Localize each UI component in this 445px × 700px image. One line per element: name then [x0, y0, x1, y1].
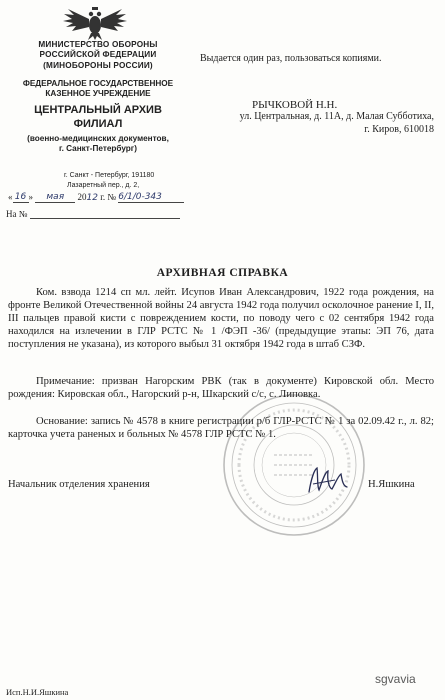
- recipient-address-line: ул. Центральная, д. 11А, д. Малая Субботиха,: [239, 111, 434, 122]
- paragraph-text: Основание: запись № 4578 в книге регистрации р/б ГЛР-РСТС № 1 за 02.09.42 г., л. 82; карточка учета раненых и больных № 4578 ГЛР РСТС № 1.: [8, 416, 434, 440]
- executor-note: Исп.Н.И.Яшкина: [6, 687, 69, 697]
- header-line: МИНИСТЕРСТВО ОБОРОНЫ: [38, 40, 158, 49]
- recipient-address-line: г. Киров, 610018: [364, 123, 434, 135]
- signatory-position: Начальник отделения хранения: [8, 479, 150, 490]
- header-line: РОССИЙСКОЙ ФЕДЕРАЦИИ: [39, 50, 157, 60]
- signatory-name: Н.Яшкина: [368, 479, 415, 490]
- paragraph-text: Ком. взвода 1214 сп мл. лейт. Исупов Иван Александрович, 1922 года рождения, на фронте Великой Отечественной войны 24 августа 1942 года получил осколочное ранение I, II, III пальцев правой кисти с повреждением кости, по поводу чего с 02 сентября 1942 года находился на излечении в ГЛР РСТС № 1 /ФЭП -36/ (предыдущие этапы: ЭП 76, дата поступления не указана), из которого выбыл 31 октября 1942 года в штаб СЗФ.: [8, 287, 434, 350]
- reply-to-label: На №: [6, 209, 28, 219]
- coat-of-arms-emblem: [60, 5, 130, 41]
- header-line: (МИНОБОРОНЫ РОССИИ): [43, 60, 153, 70]
- number-prefix: г. №: [100, 192, 116, 202]
- branch-specialization: [0, 134, 196, 155]
- recipient-name: РЫЧКОВОЙ Н.Н.: [252, 99, 338, 111]
- date-and-number-line: [8, 192, 184, 203]
- date-day: 16: [13, 192, 29, 203]
- recipient-address: [176, 111, 434, 137]
- header-line: КАЗЕННОЕ УЧРЕЖДЕНИЕ: [45, 89, 151, 99]
- issued-once-note: Выдается один раз, пользоваться копиями.: [200, 53, 382, 64]
- date-year-prefix: 20: [77, 192, 87, 202]
- reply-to-line: [6, 209, 180, 219]
- document-title: АРХИВНАЯ СПРАВКА: [156, 267, 289, 279]
- institution-header: [0, 79, 196, 100]
- ministry-header: [0, 40, 196, 71]
- watermark-text: sgvavia: [375, 672, 416, 686]
- note-paragraph: [8, 376, 434, 402]
- header-line: ФИЛИАЛ: [73, 117, 123, 130]
- date-quote-open: «: [8, 192, 13, 202]
- sender-address-line: Лазаретный пер., д. 2,: [67, 182, 140, 189]
- document-number: 6/1/0-343: [118, 192, 184, 203]
- archive-name: [0, 104, 196, 131]
- date-quote-close: »: [28, 192, 33, 202]
- header-line: ЦЕНТРАЛЬНЫЙ АРХИВ: [34, 104, 162, 116]
- paragraph-text: Примечание: призван Нагорским РВК (так в документе) Кировской обл. Место рождения: Кировская обл., Нагорский р-н, Шкарский с/с, с. Липовка.: [8, 376, 434, 400]
- basis-paragraph: [8, 416, 434, 442]
- header-line: г. Санкт-Петербург): [59, 144, 137, 154]
- date-year: 12: [86, 193, 98, 203]
- header-line: (военно-медицинских документов,: [27, 134, 169, 143]
- handwritten-signature: [305, 462, 353, 498]
- date-month: мая: [35, 192, 75, 203]
- sender-address-line: г. Санкт - Петербург, 191180: [64, 172, 155, 179]
- header-line: ФЕДЕРАЛЬНОЕ ГОСУДАРСТВЕННОЕ: [22, 79, 174, 88]
- reply-to-blank: [30, 209, 180, 219]
- certificate-body-paragraph: [8, 287, 434, 352]
